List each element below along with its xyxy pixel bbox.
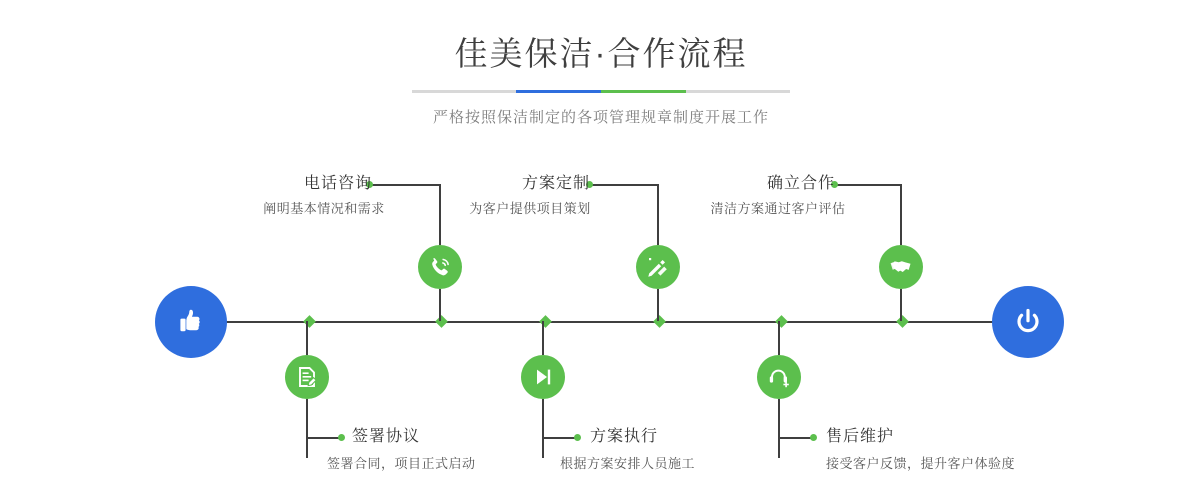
connector-vertical <box>542 399 544 458</box>
step-icon-handshake <box>879 245 923 289</box>
step-desc: 阐明基本情况和需求 <box>263 201 385 216</box>
connector-dot <box>810 434 817 441</box>
connector-horizontal <box>835 184 902 186</box>
step-icon-phone-call <box>418 245 462 289</box>
step-label-6 <box>826 426 894 448</box>
step-icon-play-forward <box>521 355 565 399</box>
connector-vertical <box>778 321 780 355</box>
connector-horizontal <box>590 184 659 186</box>
connector-horizontal <box>542 437 578 439</box>
step-desc-wrap-6 <box>826 450 1015 474</box>
step-desc-wrap-3 <box>462 195 598 219</box>
axis-marker <box>896 315 909 328</box>
step-label-3 <box>470 173 590 195</box>
step-desc-wrap-2 <box>327 450 476 474</box>
end-node-power <box>992 286 1064 358</box>
connector-dot <box>338 434 345 441</box>
step-desc: 签署合同，项目正式启动 <box>327 456 476 471</box>
connector-horizontal <box>778 437 814 439</box>
axis-marker <box>653 315 666 328</box>
step-label-5 <box>715 173 835 195</box>
connector-vertical <box>657 289 659 321</box>
connector-vertical <box>900 184 902 245</box>
connector-dot <box>574 434 581 441</box>
step-label-4 <box>590 426 658 448</box>
step-title: 方案执行 <box>590 428 659 445</box>
axis-marker <box>435 315 448 328</box>
step-icon-pen-ruler <box>636 245 680 289</box>
step-icon-document-edit <box>285 355 329 399</box>
step-title: 电话咨询 <box>303 175 372 192</box>
step-title: 售后维护 <box>826 428 895 445</box>
step-title: 签署协议 <box>352 428 421 445</box>
start-node-thumbs-up <box>155 286 227 358</box>
page-title: 佳美保洁·合作流程 <box>454 35 748 72</box>
step-desc-wrap-5 <box>700 195 856 219</box>
step-icon-headset-support <box>757 355 801 399</box>
connector-vertical <box>439 184 441 245</box>
step-desc: 接受客户反馈，提升客户体验度 <box>826 456 1016 471</box>
step-label-2 <box>352 426 420 448</box>
diagram-header <box>0 32 1202 127</box>
connector-vertical <box>657 184 659 245</box>
step-title: 确立合作 <box>766 175 835 192</box>
step-desc: 为客户提供项目策划 <box>469 201 591 216</box>
step-desc: 根据方案安排人员施工 <box>560 456 696 471</box>
title-divider <box>412 90 790 93</box>
connector-vertical <box>306 399 308 458</box>
connector-vertical <box>306 321 308 355</box>
timeline <box>0 140 1202 502</box>
connector-vertical <box>900 289 902 321</box>
step-desc-wrap-1 <box>250 195 398 219</box>
connector-horizontal <box>370 184 441 186</box>
connector-vertical <box>439 289 441 321</box>
connector-vertical <box>778 399 780 458</box>
step-label-1 <box>252 173 372 195</box>
divider-segment-blue <box>516 90 601 93</box>
page-subtitle: 严格按照保洁制定的各项管理规章制度开展工作 <box>432 109 769 126</box>
step-title: 方案定制 <box>521 175 590 192</box>
step-desc-wrap-4 <box>560 450 695 474</box>
connector-vertical <box>542 321 544 355</box>
connector-horizontal <box>306 437 342 439</box>
divider-segment-green <box>601 90 686 93</box>
step-desc: 清洁方案通过客户评估 <box>710 201 846 216</box>
